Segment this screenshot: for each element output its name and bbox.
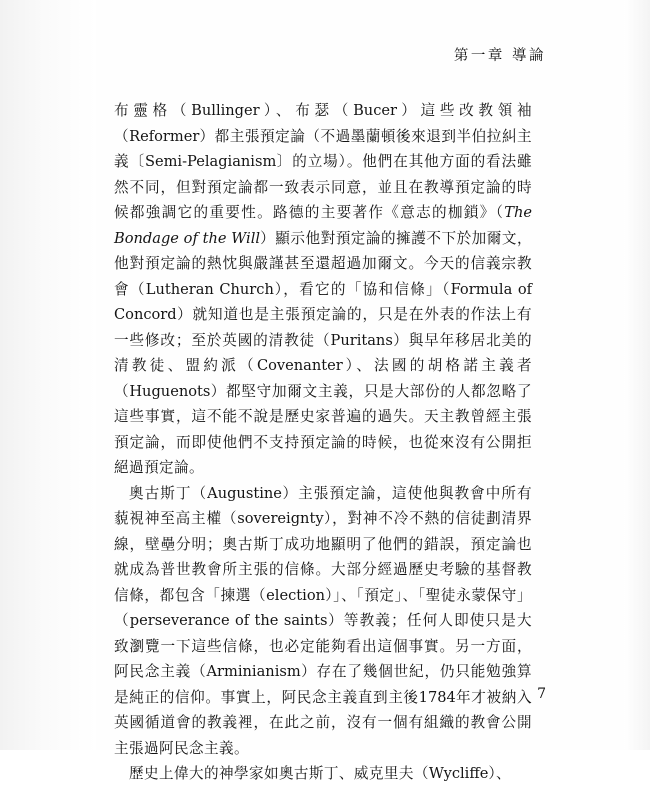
cjk-text: ）等教義；任何人即使只是大致瀏覽一下這些信條，也必定能夠看出這個事實。另一方面，阿民念主義（ [114, 612, 532, 680]
cjk-text: ）」、「預定」、「聖徒永蒙保守」（ [114, 586, 532, 629]
cjk-text: ），對神不冷不熱的信徒劃清界線，壁壘分明；奧古斯丁成功地顯明了他們的錯誤，預定論也就成為普世教會所主張的信條。大部分經過歷史考驗的基督教信條，都包含「揀選（ [114, 510, 532, 604]
paragraph [114, 98, 532, 481]
latin-term: Arminianism [206, 663, 301, 680]
latin-term: sovereignty [237, 510, 324, 527]
latin-term: perseverance of the saints [129, 612, 328, 629]
cjk-text: ）都堅守加爾文主義，只是大部份的人都忽略了這些事實，這不能不說是歷史家普遍的過失。天主教曾經主張預定論，而即使他們不支持預定論的時候，也從來沒有公開拒絕過預定論。 [114, 382, 533, 476]
paragraph [114, 481, 532, 762]
cjk-text: ）、布瑟（ [259, 102, 354, 119]
cjk-text: 布靈格（ [114, 102, 192, 119]
cjk-text: 〕的立場）。他們在其他方面的看法雖然不同，但對預定論都一致表示同意，並且在教導預定論的時候都強調它的重要性。路德的主要著作《意志的枷鎖》（ [114, 153, 532, 221]
latin-term: Puritans [330, 331, 393, 349]
latin-term: 1784 [418, 688, 456, 706]
cjk-text: ）主張預定論，這使他與教會中所有藐視神至高主權（ [114, 484, 532, 527]
latin-term: election [266, 586, 326, 604]
latin-term: Huguenots [129, 382, 211, 400]
latin-term: Bullinger [191, 102, 260, 119]
cjk-text: 年才被納入英國循道會的教義裡，在此之前，沒有一個有組織的教會公開主張過阿民念主義。 [114, 688, 532, 757]
page-right-shadow [624, 0, 650, 750]
latin-term: Augustine [207, 484, 282, 502]
latin-term: Wycliffe [428, 765, 489, 782]
cjk-text: ），看它的「協和信條」（ [273, 280, 451, 298]
cjk-text: ）、 [488, 765, 512, 782]
cjk-text: ）顯示他對預定論的擁護不下於加爾文，他對預定論的熱忱與嚴謹甚至還超過加爾文。今天的信義宗教會（ [114, 229, 532, 298]
latin-term: Lutheran Church [145, 280, 274, 298]
page-number: 7 [537, 686, 546, 702]
cjk-text: ）都主張預定論（不過墨蘭頓後來退到半伯拉糾主義〔 [114, 127, 532, 170]
latin-term: Reformer [129, 127, 200, 145]
cjk-text: ）、法國的胡格諾主義者（ [114, 357, 532, 400]
page-left-shadow [0, 0, 96, 750]
latin-term: Formula of Concord [114, 280, 533, 323]
running-head: 第一章 導論 [453, 48, 546, 64]
latin-term: Covenanter [256, 357, 343, 374]
latin-term: Bucer [353, 102, 397, 119]
body-text-column [114, 98, 532, 787]
cjk-text: ）存在了幾個世紀，仍只能勉強算是純正的信仰。事實上，阿民念主義直到主後 [114, 663, 532, 706]
cjk-text: 奧古斯丁（ [129, 484, 208, 502]
paragraph [114, 761, 532, 787]
cjk-text: 歷史上偉大的神學家如奧古斯丁、威克里夫（ [129, 765, 429, 782]
cjk-text: ）就知道也是主張預定論的，只是在外表的作法上有一些修改；至於英國的清教徒（ [114, 306, 532, 349]
italic-title: The Bondage of the Will [114, 204, 532, 247]
cjk-text: ）這些改教領袖（ [114, 102, 533, 145]
latin-term: Semi-Pelagianism [144, 153, 277, 170]
cjk-text: ）與早年移居北美的清教徒、盟約派（ [114, 331, 532, 374]
